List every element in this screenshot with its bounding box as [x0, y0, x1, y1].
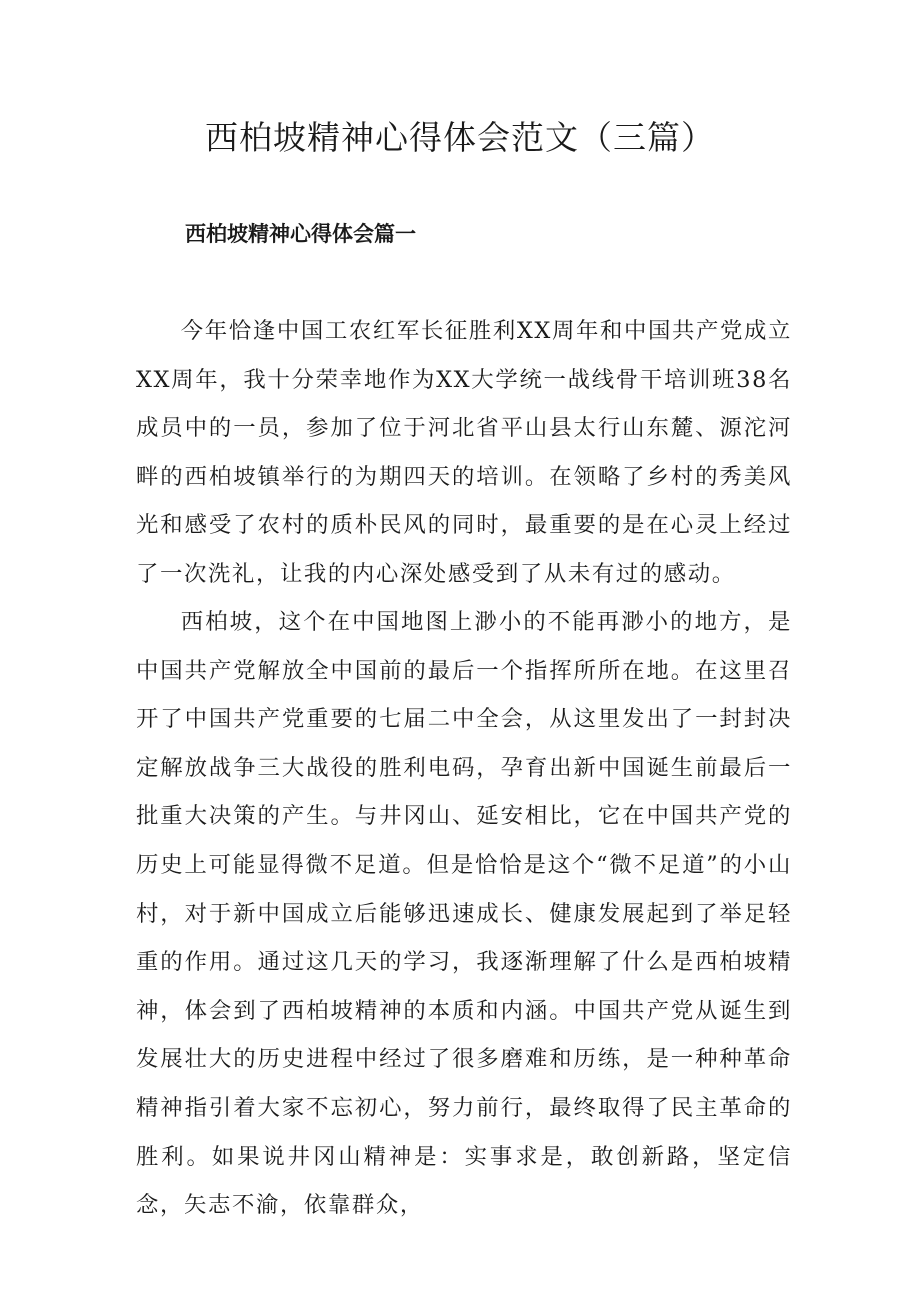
section-heading: 西柏坡精神心得体会篇一 — [185, 222, 416, 246]
paragraph-1: 今年恰逢中国工农红军长征胜利XX周年和中国共产党成立XX周年，我十分荣幸地作为XX大学统一战线骨干培训班38名成员中的一员，参加了位于河北省平山县太行山东麓、源沱河畔的西柏坡镇举行的为期四天的培训。在领略了乡村的秀美风光和感受了农村的质朴民风的同时，最重要的是在心灵上经过了一次洗礼，让我的内心深处感受到了从未有过的感动。 — [136, 318, 792, 587]
paragraph-2: 西柏坡，这个在中国地图上渺小的不能再渺小的地方，是中国共产党解放全中国前的最后一个指挥所所在地。在这里召开了中国共产党重要的七届二中全会，从这里发出了一封封决定解放战争三大战役的胜利电码，孕育出新中国诞生前最后一批重大决策的产生。与井冈山、延安相比，它在中国共产党的历史上可能显得微不足道。但是恰恰是这个“微不足道”的小山村，对于新中国成立后能够迅速成长、健康发展起到了举足轻重的作用。通过这几天的学习，我逐渐理解了什么是西柏坡精神，体会到了西柏坡精神的本质和内涵。中国共产党从诞生到发展壮大的历史进程中经过了很多磨难和历练，是一种种革命精神指引着大家不忘初心，努力前行，最终取得了民主革命的胜利。如果说井冈山精神是：实事求是，敢创新路，坚定信念，矢志不渝，依靠群众， — [136, 609, 792, 1219]
document-title: 西柏坡精神心得体会范文（三篇） — [205, 118, 715, 157]
